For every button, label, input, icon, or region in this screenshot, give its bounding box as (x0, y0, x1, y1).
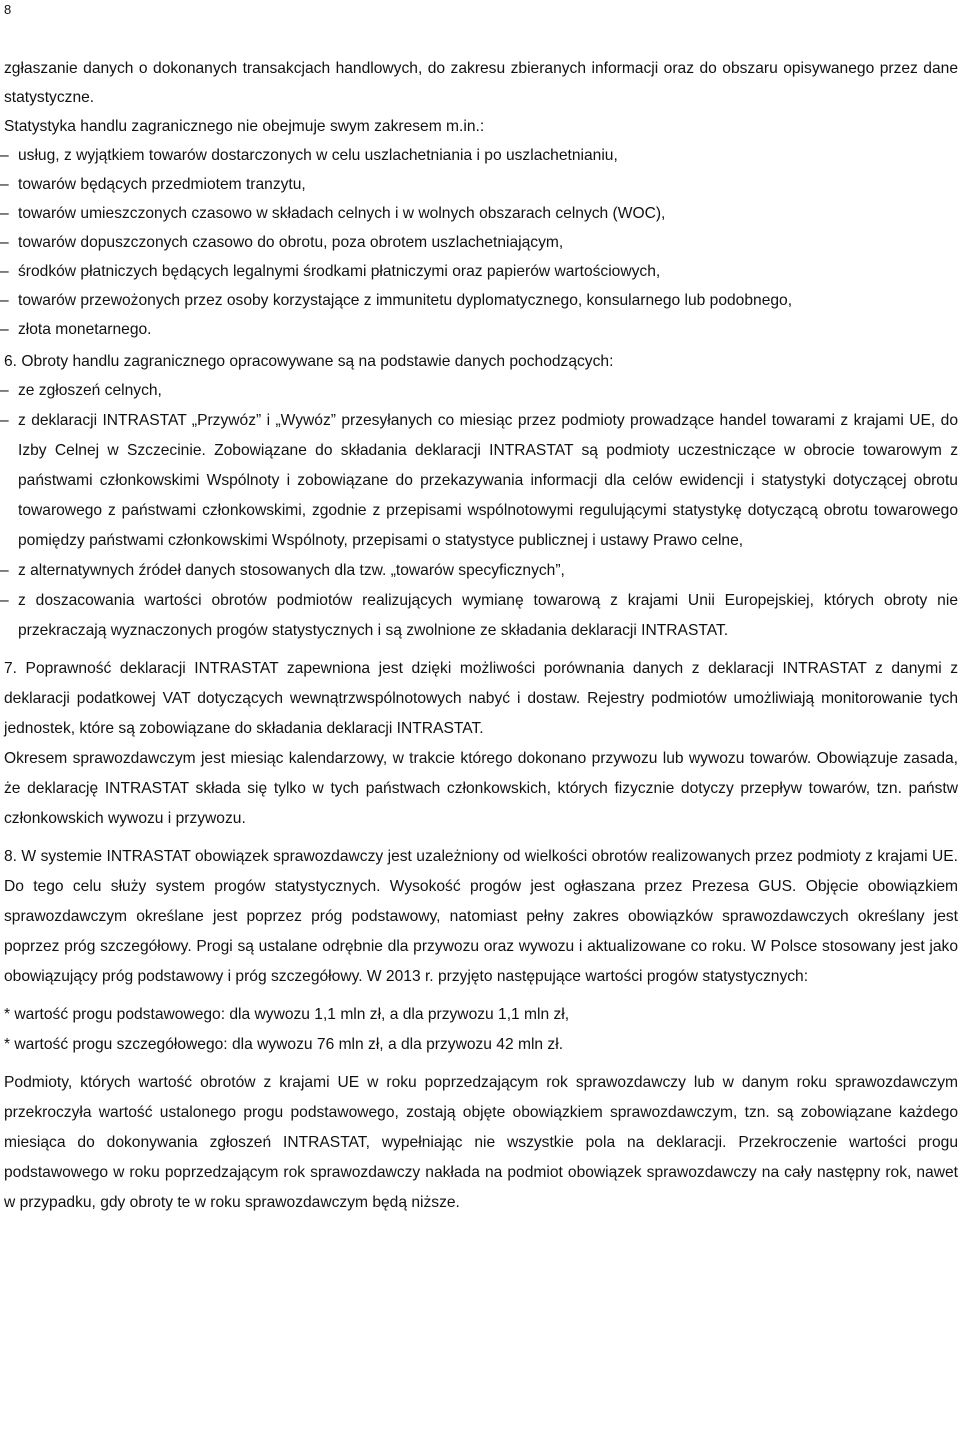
spacer (4, 1060, 958, 1068)
exclusions-list (4, 141, 958, 344)
spacer (4, 834, 958, 842)
spacer (4, 992, 958, 1000)
page-content (4, 54, 958, 1218)
list-item: – towarów przewożonych przez osoby korzystające z immunitetu dyplomatycznego, konsularnego lub podobnego, (4, 286, 958, 315)
list-item: – złota monetarnego. (4, 315, 958, 344)
threshold-detailed: * wartość progu szczegółowego: dla wywozu 76 mln zł, a dla przywozu 42 mln zł. (4, 1036, 564, 1053)
section-6-heading: 6. Obroty handlu zagranicznego opracowywane są na podstawie danych pochodzących: (4, 353, 614, 370)
data-sources-list (4, 376, 958, 646)
list-item: – towarów będących przedmiotem tranzytu, (4, 170, 958, 199)
list-item: – towarów dopuszczonych czasowo do obrotu, poza obrotem uszlachetniającym, (4, 228, 958, 257)
section-7-paragraph: 7. Poprawność deklaracji INTRASTAT zapewniona jest dzięki możliwości porównania danych z deklaracji INTRASTAT z danymi z deklaracji podatkowej VAT dotyczących wewnątrzwspólnotowych nabyć i dostaw. Rejestry podmiotów umożliwiają monitorowanie tych jednostek, które są zobowiązane do składania deklaracji INTRASTAT. (4, 660, 958, 737)
section-8-paragraph: 8. W systemie INTRASTAT obowiązek sprawozdawczy jest uzależniony od wielkości obrotów realizowanych przez podmioty z krajami UE. Do tego celu służy system progów statystycznych. Wysokość progów jest ogłaszana przez Prezesa GUS. Objęcie obowiązkiem sprawozdawczym określane jest poprzez próg podstawowy, natomiast pełny zakres obowiązków sprawozdawczych określany jest poprzez próg szczegółowy. Progi są ustalane odrębnie dla przywozu oraz wywozu i aktualizowane co roku. W Polsce stosowany jest jako obowiązujący próg podstawowy i próg szczegółowy. W 2013 r. przyjęto następujące wartości progów statystycznych: (4, 848, 958, 985)
list-item: – środków płatniczych będących legalnymi środkami płatniczymi oraz papierów wartościowych, (4, 257, 958, 286)
intro-paragraph: zgłaszanie danych o dokonanych transakcjach handlowych, do zakresu zbieranych informacji oraz do obszaru opisywanego przez dane statystyczne. (4, 60, 958, 106)
list-item: – z alternatywnych źródeł danych stosowanych dla tzw. „towarów specyficznych”, (4, 556, 958, 586)
threshold-basic: * wartość progu podstawowego: dla wywozu 1,1 mln zł, a dla przywozu 1,1 mln zł, (4, 1006, 570, 1023)
list-item: – towarów umieszczonych czasowo w składach celnych i w wolnych obszarach celnych (WOC), (4, 199, 958, 228)
spacer (4, 646, 958, 654)
obligation-paragraph: Podmioty, których wartość obrotów z krajami UE w roku poprzedzającym rok sprawozdawczy lub w danym roku sprawozdawczym przekroczyła wartość ustalonego progu podstawowego, zostają objęte obowiązkiem sprawozdawczym, tzn. są zobowiązane każdego miesiąca do dokonywania zgłoszeń INTRASTAT, wypełniając nie wszystkie pola na deklaracji. Przekroczenie wartości progu podstawowego w roku poprzedzającym rok sprawozdawczy nakłada na podmiot obowiązek sprawozdawczy na cały następny rok, nawet w przypadku, gdy obroty te w roku sprawozdawczym będą niższe. (4, 1074, 958, 1211)
list-item: – ze zgłoszeń celnych, (4, 376, 958, 406)
list-item: – usług, z wyjątkiem towarów dostarczonych w celu uszlachetniania i po uszlachetnianiu, (4, 141, 958, 170)
list-item: – z doszacowania wartości obrotów podmiotów realizujących wymianę towarową z krajami Unii Europejskiej, których obroty nie przekraczają wyznaczonych progów statystycznych i są zwolnione ze składania deklaracji INTRASTAT. (4, 586, 958, 646)
exclusions-intro: Statystyka handlu zagranicznego nie obejmuje swym zakresem m.in.: (4, 118, 485, 135)
page-number: 8 (4, 2, 12, 17)
reporting-period-paragraph: Okresem sprawozdawczym jest miesiąc kalendarzowy, w trakcie którego dokonano przywozu lub wywozu towarów. Obowiązuje zasada, że deklarację INTRASTAT składa się tylko w tych państwach członkowskich, których fizycznie dotyczy przepływ towarów, tzn. państw członkowskich wywozu i przywozu. (4, 750, 958, 827)
list-item: – z deklaracji INTRASTAT „Przywóz” i „Wywóz” przesyłanych co miesiąc przez podmioty prowadzące handel towarami z krajami UE, do Izby Celnej w Szczecinie. Zobowiązane do składania deklaracji INTRASTAT są podmioty uczestniczące w obrocie towarowym z państwami członkowskimi Wspólnoty i zobowiązane do przekazywania informacji dla celów ewidencji i statystyki dotyczącej obrotu towarowego z państwami członkowskimi, zgodnie z przepisami wspólnotowymi regulującymi statystykę dotyczącą obrotu towarowego pomiędzy państwami członkowskimi Wspólnoty, przepisami o statystyce publicznej i ustawy Prawo celne, (4, 406, 958, 556)
